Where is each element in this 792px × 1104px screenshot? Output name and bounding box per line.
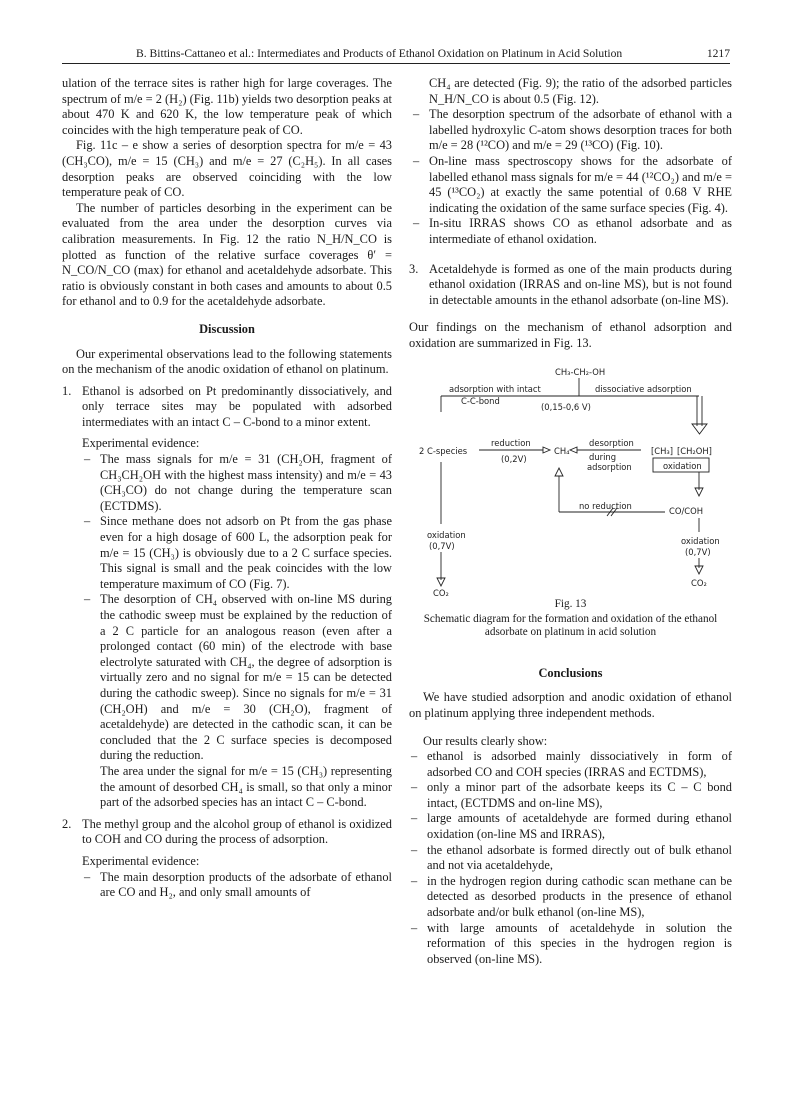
oxidation-right-label: oxidation xyxy=(681,535,720,546)
conclusion-text: with large amounts of acetaldehyde in solution the reformation of this species in the hydrogen region is observed (on-line MS). xyxy=(427,920,732,966)
section-heading-discussion: Discussion xyxy=(199,321,255,336)
evidence-text-continued: CH₄ are detected (Fig. 9); the ratio of the adsorbed particles N_H/N_CO is about 0.5 (Fig. 12). xyxy=(429,76,732,106)
ethanol-label: CH₃-CH₂-OH xyxy=(555,366,606,377)
oxidation-right-potential: (0,7V) xyxy=(685,546,711,557)
evidence-item xyxy=(409,107,732,154)
paragraph: Our experimental observations lead to the following statements on the mechanism of the anodic oxidation of ethanol on platinum. xyxy=(62,346,392,377)
item-number: 2. xyxy=(62,816,72,831)
cc-bond-label: C-C-bond xyxy=(461,395,500,406)
evidence-item xyxy=(62,514,392,592)
figure-label: Fig. 13 xyxy=(554,597,587,610)
paragraph: Our results clearly show: xyxy=(423,733,548,748)
conclusion-text: ethanol is adsorbed mainly dissociatively in form of adsorbed CO and COH species (IRRAS and ECTDMS), xyxy=(427,749,732,779)
evidence-item xyxy=(62,452,392,514)
dash-marker: – xyxy=(413,107,420,122)
conclusion-item xyxy=(409,780,732,811)
conclusion-text: large amounts of acetaldehyde are formed during ethanol oxidation (on-line MS and IRRAS), xyxy=(427,811,732,842)
conclusion-text: in the hydrogen region during cathodic scan methane can be detected as desorbed products in the presence of ethanol adsorbate and/or bulk ethanol (on-line MS), xyxy=(427,873,732,920)
evidence-text: In-situ IRRAS shows CO as ethanol adsorbate and as intermediate of ethanol oxidation. xyxy=(429,216,732,246)
page-number: 1217 xyxy=(706,47,730,60)
item-text: Acetaldehyde is formed as one of the main products during ethanol oxidation (IRRAS and on-line MS), but is not found in detectable amounts in the ethanol adsorbate (on-line MS). xyxy=(429,261,732,307)
item-text: Ethanol is adsorbed on Pt predominantly dissociatively, and only terrace sites may be populated with adsorbed intermediates with an intact C – C-bond to a minor extent. xyxy=(82,383,392,429)
numbered-item xyxy=(62,817,392,848)
adsorption-intact-label: adsorption with intact xyxy=(449,383,541,394)
co2-left-label: CO₂ xyxy=(433,587,449,596)
dash-marker: – xyxy=(411,842,418,857)
co2-right-label: CO₂ xyxy=(691,577,707,588)
conclusion-item xyxy=(409,874,732,921)
figure-13-diagram xyxy=(409,366,732,596)
reduction-label: reduction xyxy=(491,437,531,448)
dash-marker: – xyxy=(411,811,418,826)
oxidation-left-label: oxidation xyxy=(427,529,466,540)
paragraph: ulation of the terrace sites is rather high for large coverages. The spectrum of m/e = 2 (H₂) (Fig. 11b) yields two desorption peaks at about 470 K and 620 K, the low temperature peak of which coincides with the high temperature peak of CO. xyxy=(62,76,392,137)
oxidation-left-potential: (0,7V) xyxy=(429,540,455,551)
ch2oh-label: [CH₂OH] xyxy=(677,445,712,456)
running-header xyxy=(62,47,730,64)
evidence-item xyxy=(409,216,732,247)
during-label: during xyxy=(589,451,617,462)
evidence-text: Since methane does not adsorb on Pt from the gas phase even for a high dosage of 600 L, the adsorption peak for m/e = 15 (CH₃) is obviously due to a 2 C surface species. This signal is small and the peak coincides with the low temperature maximum of CO (Fig. 7). xyxy=(100,514,392,591)
dash-marker: – xyxy=(411,920,418,935)
figure-caption: Schematic diagram for the formation and oxidation of the ethanol adsorbate on platinum in acid solution xyxy=(423,612,718,639)
dash-marker: – xyxy=(84,514,91,529)
evidence-text: The main desorption products of the adsorbate of ethanol are CO and H₂, and only small amounts of xyxy=(100,869,392,900)
dash-marker: – xyxy=(411,749,418,764)
conclusion-text: the ethanol adsorbate is formed directly out of bulk ethanol and not via acetaldehyde, xyxy=(427,842,732,873)
mechanism-diagram xyxy=(409,366,732,596)
evidence-text: The mass signals for m/e = 31 (CH₂OH, fragment of CH₃CH₂OH with the highest mass intensity) and m/e = 43 (CH₃CO) do not change during the temperature scan (ECTDMS). xyxy=(100,452,392,513)
numbered-item xyxy=(409,262,732,309)
dash-marker: – xyxy=(84,869,91,884)
evidence-item xyxy=(409,154,732,216)
no-reduction-label: no reduction xyxy=(579,500,632,511)
evidence-item xyxy=(62,592,392,764)
evidence-label: Experimental evidence: xyxy=(82,436,200,451)
dissociative-adsorption-label: dissociative adsorption xyxy=(595,383,692,394)
dash-marker: – xyxy=(413,153,420,168)
evidence-label: Experimental evidence: xyxy=(82,853,200,868)
item-number: 3. xyxy=(409,261,419,276)
paragraph: We have studied adsorption and anodic oxidation of ethanol on platinum applying three independent methods. xyxy=(409,690,732,720)
evidence-text: The desorption spectrum of the adsorbate of ethanol with a labelled hydroxylic C-atom shows desorption traces for both m/e = 28 (¹²CO) and m/e = 29 (¹³CO) (Fig. 10). xyxy=(429,107,732,153)
item-number: 1. xyxy=(62,383,72,398)
two-c-species-label: 2 C-species xyxy=(419,445,468,456)
reduction-potential-label: (0,2V) xyxy=(501,453,527,464)
left-column xyxy=(62,76,392,901)
conclusion-item xyxy=(409,921,732,968)
dash-marker: – xyxy=(84,452,91,467)
desorption-label: desorption xyxy=(589,437,634,448)
conclusion-text: only a minor part of the adsorbate keeps its C – C bond intact, (ECTDMS and on-line MS), xyxy=(427,780,732,810)
item-text: The methyl group and the alcohol group of ethanol is oxidized to COH and CO during the process of adsorption. xyxy=(82,816,392,847)
dash-marker: – xyxy=(413,216,420,231)
section-heading-conclusions: Conclusions xyxy=(538,665,603,680)
numbered-item xyxy=(62,384,392,431)
running-title: B. Bittins-Cattaneo et al.: Intermediates and Products of Ethanol Oxidation on Platinum in Acid Solution xyxy=(136,47,623,60)
paragraph: Our findings on the mechanism of ethanol adsorption and oxidation are summarized in Fig. 13. xyxy=(409,320,732,350)
conclusion-item xyxy=(409,843,732,874)
paragraph: The number of particles desorbing in the experiment can be evaluated from the area under the desorption curves via calibration measurements. In Fig. 12 the ratio N_H/N_CO is plotted as function of the relative surface coverages θ′ = N_CO/N_CO (max) for ethanol and acetaldehyde adsorbate. This ratio is obviously constant in both cases and amounts to about 0.5 for ethanol and to 0.9 for the acetaldehyde adsorbate. xyxy=(62,200,392,309)
conclusion-item xyxy=(409,749,732,780)
paragraph: Fig. 11c – e show a series of desorption spectra for m/e = 43 (CH₃CO), m/e = 15 (CH₃) and m/e = 27 (C₂H₅). In all cases desorption peaks are observed coinciding with the low temperature peak of CO. xyxy=(62,138,392,200)
conclusion-item xyxy=(409,811,732,842)
evidence-text-continued: The area under the signal for m/e = 15 (CH₃) representing the amount of desorbed CH₄ is small, so that only a minor part of the adsorbed species has an intact C – C-bond. xyxy=(100,763,392,810)
co-coh-label: CO/COH xyxy=(669,505,703,516)
right-column xyxy=(409,76,732,967)
evidence-item xyxy=(62,870,392,901)
oxidation-box-label: oxidation xyxy=(663,460,702,471)
ch3-label: [CH₃] xyxy=(651,445,674,456)
dash-marker: – xyxy=(411,780,418,795)
potential-range-label: (0,15-0,6 V) xyxy=(541,401,591,412)
ch4-label: CH₄ xyxy=(554,445,570,456)
dash-marker: – xyxy=(411,873,418,888)
dash-marker: – xyxy=(84,592,91,607)
adsorption-label: adsorption xyxy=(587,461,632,472)
evidence-text: On-line mass spectroscopy shows for the adsorbate of labelled ethanol mass signals for m/e = 44 (¹²CO₂) and m/e = 45 (¹³CO₂) at exactly the same potential of 0.68 V RHE indicating the oxidation of the same surface species (Fig. 4). xyxy=(429,153,732,215)
evidence-text: The desorption of CH₄ observed with on-line MS during the cathodic sweep must be explained by the reduction of a 2 C particle for an analogous reason (even after a prolonged contact (60 min) of the electrode with base electrolyte saturated with CH₄, the degree of adsorption is virtually zero and no signal for m/e = 15 can be detected during the cathodic sweep). Since no signals for m/e = 31 (CH₂OH) and m/e = 30 (CH₂O), fragment of acetaldehyde) are detected in the cathodic scan, it can be concluded that the 2 C surface species is decomposed during the reduction. xyxy=(100,592,392,763)
